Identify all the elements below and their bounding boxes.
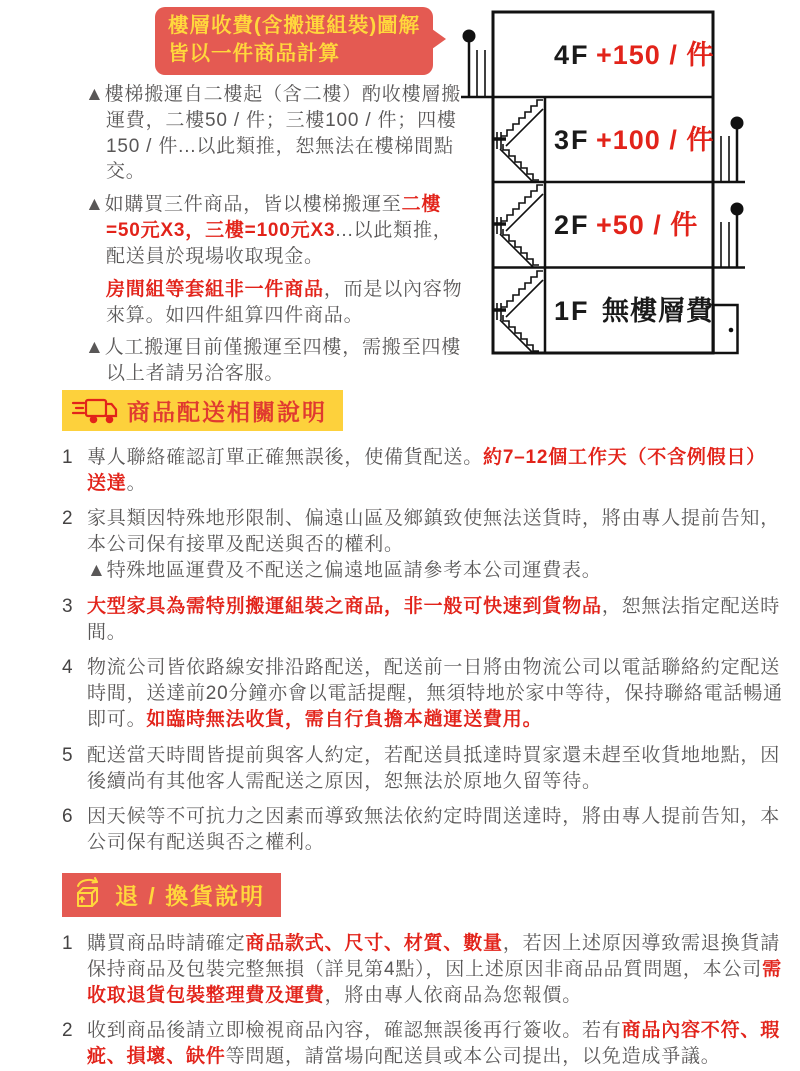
- delivery-title: 商品配送相關說明: [127, 399, 327, 425]
- returns-header: [62, 873, 281, 917]
- item-text: [87, 1018, 784, 1070]
- building-floor-fee-diagram: [450, 0, 750, 365]
- package-return-icon: [71, 877, 107, 913]
- delivery-item-3: [62, 594, 784, 646]
- floor-note-4: [85, 335, 469, 387]
- text-segment: 。: [126, 472, 147, 494]
- door-icon: [714, 305, 738, 353]
- delivery-item-6: [62, 804, 784, 856]
- floor-fee-3f: +100 / 件: [596, 125, 715, 155]
- floor-fee-callout: [155, 7, 433, 75]
- text-segment: ...以此類推，配送員於現場收取現金。: [106, 220, 453, 267]
- floor-note-3: [85, 277, 469, 329]
- floor-fee-4f: +150 / 件: [596, 40, 715, 70]
- delivery-section: [62, 390, 800, 857]
- text-segment: 家具類因特殊地形限制、偏遠山區及鄉鎮致使無法送貨時，將由專人提前告知，本公司保有接單及配送與否的權利。: [87, 507, 781, 556]
- item-number: 6: [62, 806, 73, 828]
- text-segment: 如臨時無法收貨，需自行負擔本趟運送費用。: [146, 709, 543, 731]
- text-segment: ，若因上述原因導致需退換貨請保持商品及包裝完整無損（詳見第4點），因上述原因非商品品質問題，本公司: [87, 932, 781, 980]
- railing-left-icon: [461, 30, 493, 98]
- floor-fee-1f: 無樓層費: [602, 296, 714, 326]
- delivery-item-2: [62, 506, 784, 585]
- floor-fee-2f: +50 / 件: [596, 210, 699, 240]
- text-segment: ，恕無法指定配送時間。: [87, 595, 781, 643]
- delivery-item-4: [62, 655, 784, 734]
- railing-right-2f-icon: [713, 203, 745, 268]
- item-number: 1: [62, 932, 73, 954]
- floor-fee-section: [0, 0, 800, 385]
- delivery-header: [62, 390, 343, 431]
- item-number: 5: [62, 744, 73, 766]
- text-segment: 等問題，請當場向配送員或本公司提出，以免造成爭議。: [225, 1046, 721, 1068]
- floor-label-2f: 2F: [554, 210, 590, 240]
- railing-right-3f-icon: [713, 117, 745, 183]
- text-segment: ，將由專人依商品為您報價。: [324, 985, 583, 1006]
- floor-notes: [85, 82, 469, 394]
- item-text: [87, 931, 784, 1010]
- text-segment: 收到商品後請立即檢視商品內容，確認無誤後再行簽收。若有: [87, 1020, 622, 1042]
- floor-label-1f: 1F: [554, 296, 590, 326]
- text-segment: 二樓=50元X3，三樓=100元X3: [106, 194, 442, 242]
- item-text: [87, 804, 784, 856]
- item-text: [87, 655, 784, 734]
- floor-label-4f: 4F: [554, 40, 590, 70]
- text-segment: 物流公司皆依路線安排沿路配送，配送前一日將由物流公司以電話聯絡約定配送時間，送達前20分鐘亦會以電話提醒，無須特地於家中等待，保持聯絡電話暢通即可。: [87, 657, 783, 731]
- returns-section: [62, 873, 800, 1071]
- callout-tail-icon: [432, 29, 446, 49]
- text-segment: 商品款式、尺寸、材質、數量: [245, 932, 503, 954]
- item-text: [87, 743, 784, 795]
- text-segment: 購買商品時請確定: [87, 932, 246, 954]
- item-number: 3: [62, 595, 73, 617]
- text-segment: 配送當天時間皆提前與客人約定，若配送員抵達時買家還未趕至收貨地地點，因後續尚有其他客人需配送之原因，恕無法於原地久留等待。: [87, 744, 781, 792]
- delivery-list: [62, 445, 784, 857]
- floor-note-2: [85, 192, 469, 269]
- item-number: 2: [62, 507, 73, 529]
- text-segment: 專人聯絡確認訂單正確無誤後，使備貨配送。: [87, 446, 484, 468]
- floor-note-1: [85, 82, 469, 185]
- item-number: 1: [62, 446, 73, 468]
- callout-line1: 樓層收費(含搬運組裝)圖解: [168, 14, 421, 37]
- text-segment: ，而是以內容物來算。如四件組算四件商品。: [106, 278, 463, 326]
- item-number: 2: [62, 1020, 73, 1042]
- text-segment: 房間組等套組非一件商品: [106, 278, 324, 300]
- text-segment: ▲特殊地區運費及不配送之偏遠地區請參考本公司運費表。: [87, 560, 602, 582]
- text-segment: 大型家具為需特別搬運組裝之商品，非一般可快速到貨物品: [87, 595, 602, 617]
- text-segment: 需收取退貨包裝整理費及運費: [87, 958, 782, 1006]
- delivery-item-1: [62, 445, 784, 497]
- delivery-item-5: [62, 743, 784, 795]
- text-segment: 商品內容不符、瑕疵、損壞、缺件: [87, 1020, 781, 1068]
- item-text: [87, 506, 784, 585]
- returns-item-2: [62, 1018, 784, 1070]
- text-segment: ▲樓梯搬運自二樓起（含二樓）酌收樓層搬運費，二樓50 / 件；三樓100 / 件；四樓150 / 件...以此類推，恕無法在樓梯間點交。: [85, 84, 462, 183]
- item-number: 4: [62, 657, 73, 679]
- truck-icon: [71, 395, 119, 427]
- returns-item-1: [62, 931, 784, 1010]
- text-segment: 因天候等不可抗力之因素而導致無法依約定時間送達時，將由專人提前告知，本公司保有配送與否之權利。: [87, 806, 781, 854]
- text-segment: ▲如購買三件商品，皆以樓梯搬運至: [85, 194, 402, 216]
- floor-label-3f: 3F: [554, 125, 590, 155]
- text-segment: ▲人工搬運目前僅搬運至四樓，需搬至四樓以上者請另洽客服。: [85, 337, 462, 385]
- item-text: [87, 594, 784, 646]
- item-text: [87, 445, 784, 497]
- text-segment: 約7–12個工作天（不含例假日）送達: [87, 446, 767, 494]
- callout-line2: 皆以一件商品計算: [168, 42, 340, 66]
- returns-title: 退 / 換貨說明: [115, 883, 266, 910]
- returns-list: [62, 931, 784, 1071]
